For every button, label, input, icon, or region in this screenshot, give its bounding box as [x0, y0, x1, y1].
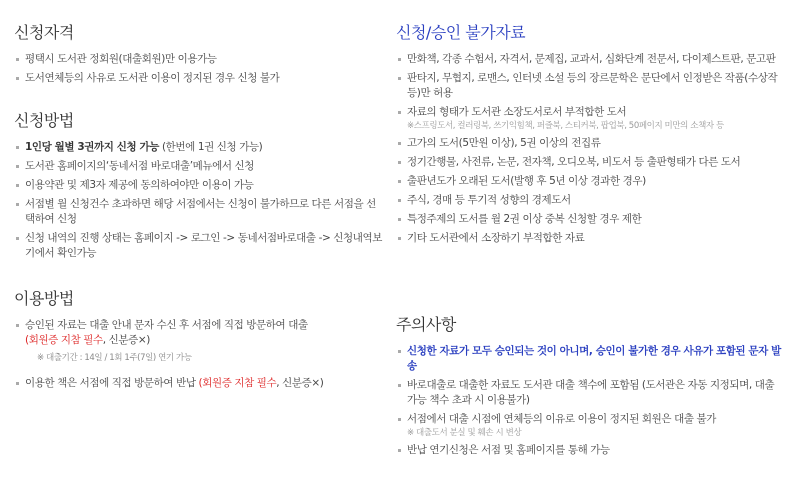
- eligibility-list: [14, 52, 384, 90]
- list-item-text: 서점에서 대출 시점에 연체등의 이유로 이용이 정지된 회원은 대출 불가: [407, 413, 716, 425]
- loan-period-note: ※ 대출기간 : 14일 / 1회 1주(7일) 연기 가능: [37, 353, 192, 363]
- list-item-text: (한번에 1권 신청 가능): [159, 141, 263, 153]
- monthly-limit-text: 1인당 월별 3권까지 신청 가능: [25, 141, 160, 153]
- list-item: [396, 105, 782, 132]
- section-title-restricted-materials: 신청/승인 불가자료: [396, 23, 526, 42]
- membership-card-required: (회원증 지참 필수: [198, 377, 277, 389]
- list-item: [14, 140, 384, 155]
- list-item: 이용약관 및 제3자 제공에 동의하여야만 이용이 가능: [14, 178, 384, 193]
- restricted-materials-list: [396, 52, 782, 250]
- list-item: 반납 연기신청은 서점 및 홈페이지를 통해 가능: [396, 443, 782, 458]
- list-item: 신청 내역의 진행 상태는 홈페이지 -> 로그인 -> 동네서점바로대출 -> 신청내역보기에서 확인가능: [14, 231, 384, 261]
- list-item-text: , 신분증×): [102, 334, 150, 346]
- list-item: [14, 318, 384, 366]
- membership-card-required: (회원증 지참 필수: [25, 334, 103, 346]
- list-item: [396, 344, 782, 374]
- section-title-application-method: 신청방법: [14, 111, 74, 130]
- list-item: 바로대출로 대출한 자료도 도서관 대출 책수에 포함됨 (도서관은 자동 지정되며, 대출가능 책수 초과 시 이용불가): [396, 378, 782, 408]
- loss-damage-note: ※ 대출도서 분실 및 훼손 시 변상: [407, 428, 522, 438]
- list-item: 평택시 도서관 정회원(대출회원)만 이용가능: [14, 52, 384, 67]
- list-item: 주식, 경매 등 투기적 성향의 경제도서: [396, 193, 782, 208]
- list-item-text: 이용한 책은 서점에 직접 방문하여 반납: [25, 377, 199, 389]
- application-method-list: [14, 140, 384, 265]
- usage-method-list: [14, 318, 384, 395]
- list-item-text: , 신분증×): [276, 377, 324, 389]
- section-title-precautions: 주의사항: [396, 315, 456, 334]
- list-item: 판타지, 무협지, 로맨스, 인터넷 소설 등의 장르문학은 문단에서 인정받은 작품(수상작등)만 허용: [396, 71, 782, 101]
- list-item: 기타 도서관에서 소장하기 부적합한 자료: [396, 231, 782, 246]
- list-item: [396, 412, 782, 439]
- list-item: 도서연체등의 사유로 도서관 이용이 정지된 경우 신청 불가: [14, 71, 384, 86]
- list-item: [14, 376, 384, 391]
- approval-notice: 신청한 자료가 모두 승인되는 것이 아니며, 승인이 불가한 경우 사유가 포함된 문자 발송: [407, 345, 781, 372]
- list-item-text: 자료의 형태가 도서관 소장도서로서 부적합한 도서: [407, 106, 627, 118]
- list-item: 출판년도가 오래된 도서(발행 후 5년 이상 경과한 경우): [396, 174, 782, 189]
- list-item: 정기간행물, 사전류, 논문, 전자책, 오디오북, 비도서 등 출판형태가 다른 도서: [396, 155, 782, 170]
- list-item-text: 승인된 자료는 대출 안내 문자 수신 후 서점에 직접 방문하여 대출: [25, 319, 308, 331]
- list-item: 만화책, 각종 수험서, 자격서, 문제집, 교과서, 심화단계 전문서, 다이제스트판, 문고판: [396, 52, 782, 67]
- list-item: 도서관 홈페이지의‘동네서점 바로대출’메뉴에서 신청: [14, 159, 384, 174]
- section-title-eligibility: 신청자격: [14, 23, 74, 42]
- list-item: 고가의 도서(5만원 이상), 5권 이상의 전집류: [396, 136, 782, 151]
- list-item: 서점별 월 신청건수 초과하면 해당 서점에서는 신청이 불가하므로 다른 서점을 선택하여 신청: [14, 197, 384, 227]
- list-item: 특정주제의 도서를 월 2권 이상 중복 신청할 경우 제한: [396, 212, 782, 227]
- format-note: ※스프링도서, 컬러링북, 쓰기익힘책, 퍼즐북, 스티커북, 팝업북, 50페이지 미만의 소책자 등: [407, 121, 724, 131]
- precautions-list: [396, 344, 782, 462]
- section-title-usage-method: 이용방법: [14, 289, 74, 308]
